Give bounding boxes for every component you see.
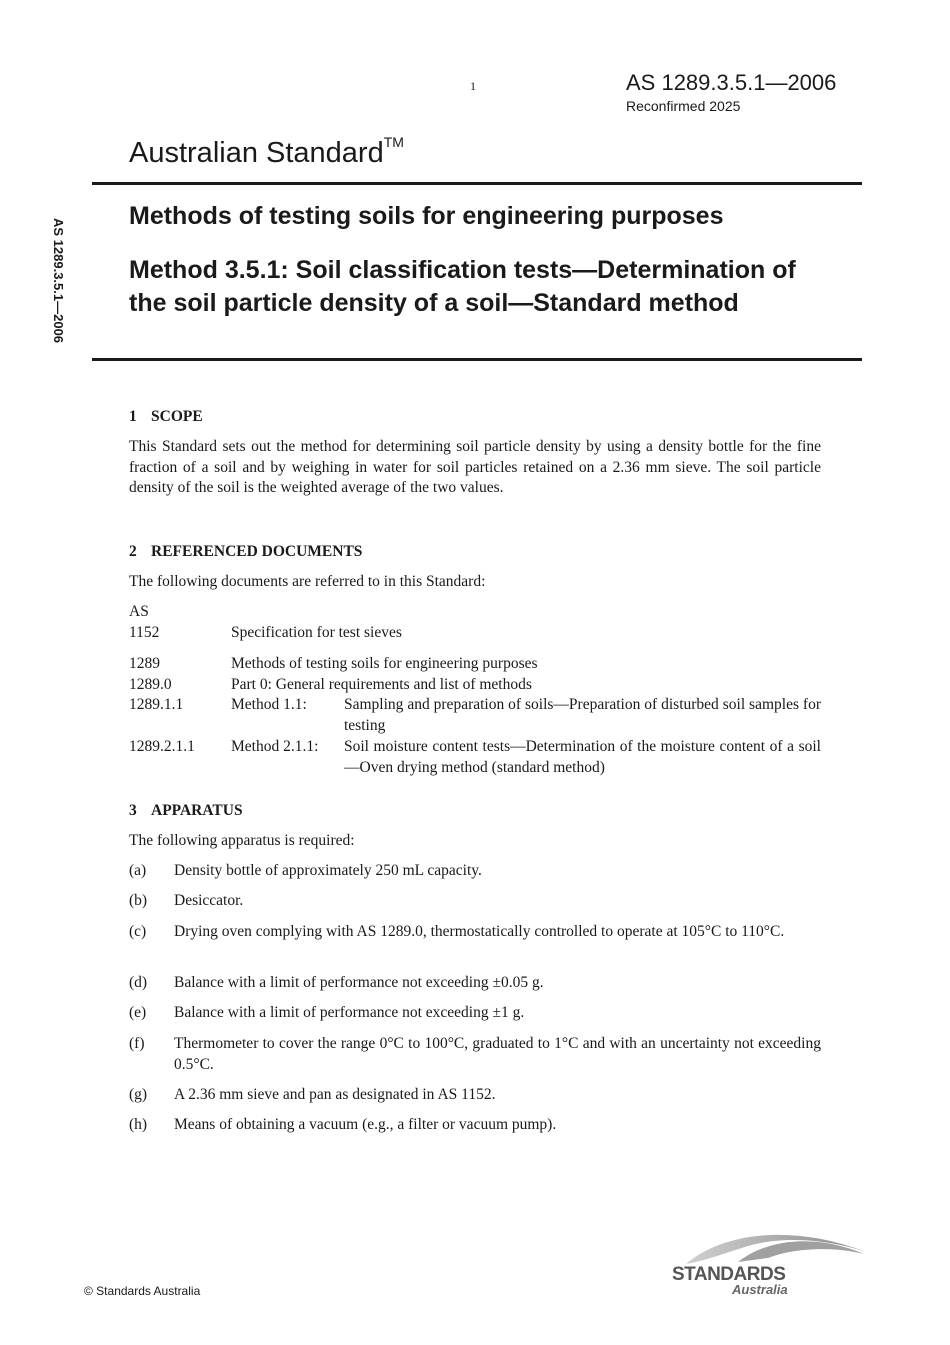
series-title-text: Australian Standard: [129, 137, 384, 169]
reconfirmed-note: Reconfirmed 2025: [626, 98, 741, 114]
apparatus-item-label: (f): [129, 1035, 145, 1052]
reference-code: 1289.0: [129, 676, 172, 693]
apparatus-item-text: Drying oven complying with AS 1289.0, thermostatically controlled to operate at 105°C to 110°C.: [174, 923, 785, 940]
scope-paragraph: This Standard sets out the method for determining soil particle density by using a density bottle for the fine fraction of a soil and by weighing in water for soil particles retained on a 2.36 mm sieve. The soil particle density of the soil is the weighted average of the two values.: [129, 438, 821, 497]
section-title: SCOPE: [151, 408, 203, 425]
reference-description: Soil moisture content tests—Determination of the moisture content of a soil—Oven drying method (standard method): [344, 738, 821, 776]
reference-method: Method 2.1.1:: [231, 738, 319, 755]
apparatus-item-label: (e): [129, 1004, 147, 1021]
apparatus-item-text: Means of obtaining a vacuum (e.g., a filter or vacuum pump).: [174, 1116, 557, 1133]
reference-method: Method 1.1:: [231, 696, 307, 713]
copyright-notice: © Standards Australia: [84, 1284, 201, 1298]
series-title: [129, 134, 404, 170]
apparatus-item-label: (d): [129, 974, 148, 991]
apparatus-item-label: (g): [129, 1086, 148, 1103]
standard-number: AS 1289.3.5.1—2006: [626, 70, 837, 95]
reference-description: Sampling and preparation of soils—Preparation of disturbed soil samples for testing: [344, 696, 821, 734]
apparatus-item-label: (h): [129, 1116, 148, 1133]
title-rule-bottom: [92, 358, 862, 361]
reference-description: Specification for test sieves: [231, 624, 402, 641]
references-intro: The following documents are referred to in this Standard:: [129, 573, 486, 590]
side-label: AS 1289.3.5.1—2006: [51, 218, 66, 344]
reference-description: Part 0: General requirements and list of methods: [231, 676, 532, 693]
reference-code: 1289.1.1: [129, 696, 184, 713]
section-heading-apparatus: [129, 802, 243, 820]
apparatus-item-text: Balance with a limit of performance not exceeding ±0.05 g.: [174, 974, 544, 991]
section-heading-references: [129, 543, 362, 561]
references-group-label: AS: [129, 603, 149, 620]
trademark-mark: TM: [383, 134, 404, 151]
page-number: 1: [470, 79, 476, 93]
apparatus-item-text: A 2.36 mm sieve and pan as designated in AS 1152.: [174, 1086, 496, 1103]
apparatus-intro: The following apparatus is required:: [129, 832, 355, 849]
apparatus-item-text: Desiccator.: [174, 892, 244, 909]
apparatus-item-label: (c): [129, 923, 147, 940]
reference-description: Methods of testing soils for engineering purposes: [231, 655, 538, 672]
section-title: APPARATUS: [151, 802, 243, 819]
reference-code: 1289.2.1.1: [129, 738, 195, 755]
logo-text: STANDARDS: [672, 1264, 786, 1285]
apparatus-item-label: (a): [129, 862, 147, 879]
reference-code: 1152: [129, 624, 160, 641]
section-number: 1: [129, 408, 137, 425]
section-number: 2: [129, 543, 137, 560]
apparatus-item-text: Density bottle of approximately 250 mL capacity.: [174, 862, 482, 879]
method-title: Method 3.5.1: Soil classification tests—Determination of the soil particle density of a soil—Standard method: [129, 256, 796, 317]
title-rule-top: [92, 182, 862, 185]
reference-code: 1289: [129, 655, 160, 672]
section-heading-scope: [129, 408, 203, 426]
logo-subtext: Australia: [732, 1282, 788, 1297]
main-title: Methods of testing soils for engineering purposes: [129, 202, 724, 230]
apparatus-item-label: (b): [129, 892, 148, 909]
apparatus-item-text: Balance with a limit of performance not exceeding ±1 g.: [174, 1004, 525, 1021]
section-title: REFERENCED DOCUMENTS: [151, 543, 363, 560]
apparatus-item-text: Thermometer to cover the range 0°C to 100°C, graduated to 1°C and with an uncertainty not exceeding 0.5°C.: [174, 1035, 821, 1073]
section-number: 3: [129, 802, 137, 819]
